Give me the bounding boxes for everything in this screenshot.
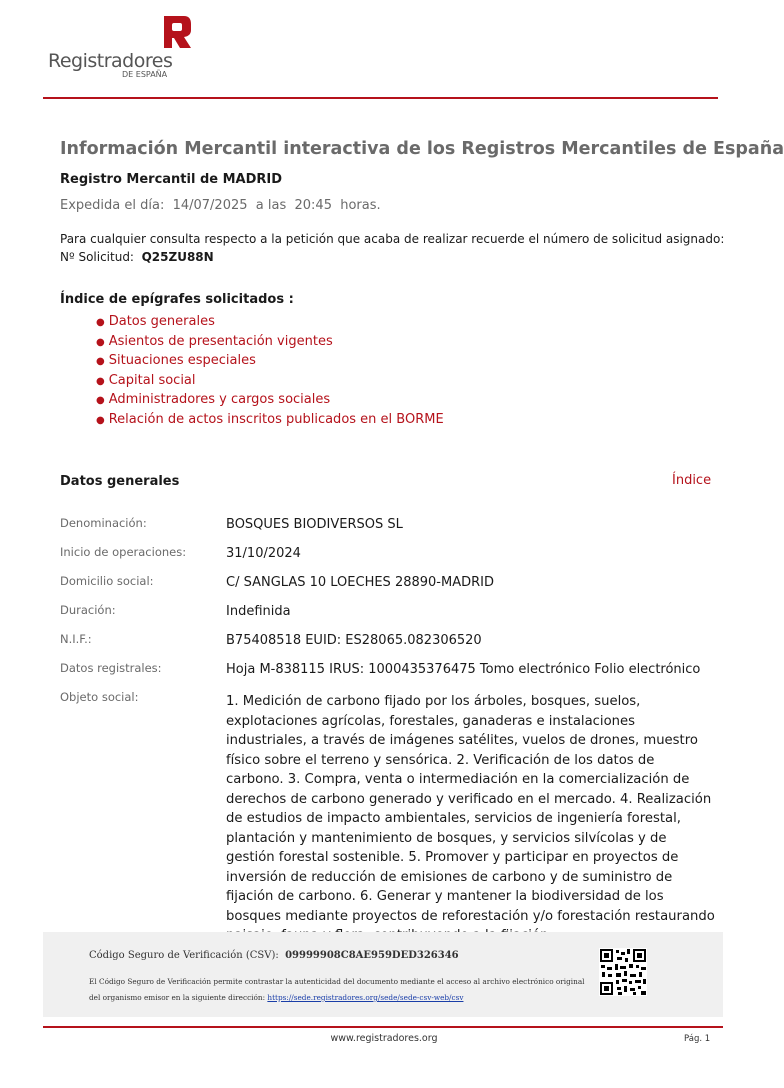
page-number: Pág. 1 — [684, 1034, 711, 1044]
csv-link[interactable]: https://sede.registradores.org/sede/sede-csv-web/csv — [267, 993, 464, 1002]
bullet-icon: ● — [96, 356, 105, 367]
field-label: Objeto social: — [60, 690, 139, 704]
footer-divider — [43, 1026, 723, 1028]
field-label: Datos registrales: — [60, 661, 162, 675]
page-title: Información Mercantil interactiva de los Registros Mercantiles de España — [60, 139, 784, 159]
registradores-r-logo-icon — [162, 14, 192, 56]
field-label: Domicilio social: — [60, 574, 154, 588]
field-label: Inicio de operaciones: — [60, 545, 187, 559]
index-link-capital[interactable]: ● Capital social — [96, 372, 196, 388]
index-link-situaciones[interactable]: ● Situaciones especiales — [96, 353, 256, 368]
index-heading: Índice de epígrafes solicitados : — [60, 292, 294, 307]
header-divider — [43, 97, 718, 99]
footer-url[interactable]: www.registradores.org — [330, 1033, 438, 1044]
request-number: Q25ZU88N — [141, 250, 214, 264]
registry-name: Registro Mercantil de MADRID — [60, 172, 283, 187]
index-link-datos-generales[interactable]: ● Datos generales — [96, 314, 215, 329]
request-number-line — [60, 250, 214, 264]
field-value-denominacion: BOSQUES BIODIVERSOS SL — [226, 517, 403, 532]
field-label: Duración: — [60, 603, 116, 617]
section-title-datos-generales: Datos generales — [60, 474, 180, 489]
csv-panel — [43, 932, 723, 1017]
field-value-datos-registrales: Hoja M-838115 IRUS: 1000435376475 Tomo electrónico Folio electrónico — [226, 662, 701, 677]
bullet-icon: ● — [96, 414, 105, 426]
field-value-objeto-social: 1. Medición de carbono fijado por los árboles, bosques, suelos, explotaciones agrícolas, forestales, ganaderas e instalaciones industriales, a través de imágenes satélites, vuelos de drones, muestro físico sobre el terreno y sensórica. 2. Verificación de los datos de carbono. 3. Compra, venta o intermediación en la comercialización de derechos de carbono generado y verificado en el mercado. 4. Realización de estudios de impacto ambientales, servicios de ingeniería forestal, plantación y mantenimiento de bosques, y servicios silvícolas y de gestión forestal sostenible. 5. Promover y participar en proyectos de inversión de reducción de emisiones de carbono y de suministro de fijación de carbono. 6. Generar y mantener la biodiversidad de los bosques mediante proyectos de reforestación y/o forestación restaurando — [226, 694, 715, 924]
index-list — [96, 314, 444, 431]
index-link-borme[interactable]: ● Relación de actos inscritos publicados en el BORME — [96, 411, 444, 427]
index-link-administradores[interactable]: ● Administradores y cargos sociales — [96, 392, 331, 407]
index-back-link[interactable]: Índice — [672, 473, 712, 488]
issued-date: Expedida el día: 14/07/2025 a las 20:45 horas. — [60, 198, 381, 213]
consult-text: Para cualquier consulta respecto a la petición que acaba de realizar recuerde el número de solicitud asignado: — [60, 232, 725, 246]
logo-name: Registradores — [48, 50, 173, 72]
csv-note-line2: del organismo emisor en la siguiente dirección: https://sede.registradores.org/sede/sede-csv-web/csv — [89, 993, 464, 1002]
field-label: Denominación: — [60, 516, 147, 530]
csv-title — [89, 950, 459, 961]
csv-note-line1: El Código Seguro de Verificación permite contrastar la autenticidad del documento mediante el acceso al archivo electrónico original — [89, 977, 585, 986]
field-value-nif: B75408518 EUID: ES28065.082306520 — [226, 633, 482, 648]
bullet-icon: ● — [96, 375, 105, 387]
bullet-icon: ● — [96, 395, 105, 406]
field-value-domicilio: C/ SANGLAS 10 LOECHES 28890-MADRID — [226, 575, 494, 590]
field-value-inicio: 31/10/2024 — [226, 546, 301, 561]
field-label: N.I.F.: — [60, 632, 92, 646]
logo-subtitle: DE ESPAÑA — [122, 70, 168, 79]
csv-note — [89, 974, 585, 1006]
registradores-logo — [48, 14, 198, 84]
bullet-icon: ● — [96, 336, 105, 348]
csv-code: 09999908C8AE959DED326346 — [285, 950, 459, 961]
csv-label: Código Seguro de Verificación (CSV): — [89, 950, 286, 961]
request-label: Nº Solicitud: — [60, 250, 142, 264]
index-link-asientos[interactable]: ● Asientos de presentación vigentes — [96, 333, 333, 349]
bullet-icon: ● — [96, 317, 105, 328]
qr-code-icon — [599, 948, 647, 996]
field-value-duracion: Indefinida — [226, 604, 291, 619]
